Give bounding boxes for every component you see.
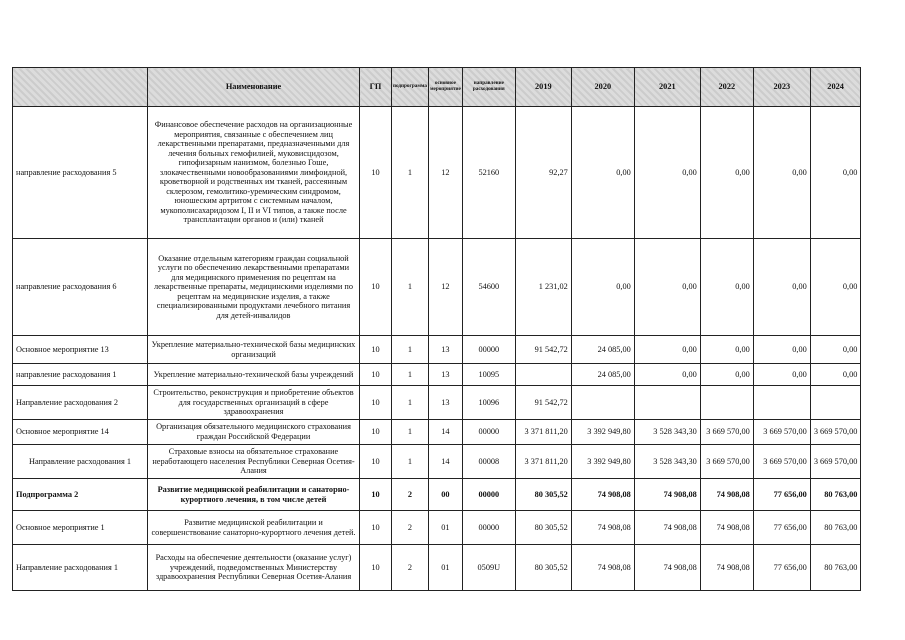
code-podprogramma: 1	[392, 364, 429, 386]
table-row	[13, 420, 861, 445]
table-row	[13, 364, 861, 386]
header-gp: ГП	[360, 68, 392, 107]
row-label: Подпрограмма 2	[13, 479, 148, 511]
code-gp: 10	[360, 107, 392, 239]
row-label: Основное мероприятие 1	[13, 511, 148, 545]
table-row	[13, 239, 861, 336]
value-cell	[515, 364, 571, 386]
code-podprogramma: 1	[392, 445, 429, 479]
row-name: Расходы на обеспечение деятельности (оказание услуг) учреждений, подведомственных Министерству здравоохранения Республики Северная Осетия-Алания	[148, 545, 360, 591]
value-cell: 3 669 570,00	[810, 445, 861, 479]
value-cell: 0,00	[700, 336, 753, 364]
value-cell	[571, 386, 634, 420]
value-cell: 80 305,52	[515, 511, 571, 545]
row-label: Направление расходования 1	[13, 545, 148, 591]
header-year: 2023	[753, 68, 810, 107]
row-name: Строительство, реконструкция и приобретение объектов для государственных организаций в сфере здравоохранения	[148, 386, 360, 420]
code-napravlenie: 10095	[462, 364, 515, 386]
value-cell: 0,00	[571, 107, 634, 239]
code-napravlenie: 00008	[462, 445, 515, 479]
code-gp: 10	[360, 364, 392, 386]
code-gp: 10	[360, 445, 392, 479]
value-cell: 0,00	[753, 239, 810, 336]
row-label: Направление расходования 1	[13, 445, 148, 479]
value-cell: 92,27	[515, 107, 571, 239]
value-cell: 74 908,08	[571, 545, 634, 591]
value-cell: 0,00	[700, 107, 753, 239]
header-year: 2020	[571, 68, 634, 107]
value-cell: 0,00	[810, 364, 861, 386]
value-cell: 77 656,00	[753, 479, 810, 511]
row-name: Укрепление материально-технической базы медицинских организаций	[148, 336, 360, 364]
value-cell: 3 392 949,80	[571, 420, 634, 445]
row-name: Страховые взносы на обязательное страхование неработающего населения Республики Северная Осетия-Алания	[148, 445, 360, 479]
header-napravlenie: направление расходования	[462, 68, 515, 107]
value-cell: 3 528 343,30	[634, 445, 700, 479]
header-podprogramma: подпрограмма	[392, 68, 429, 107]
code-gp: 10	[360, 239, 392, 336]
table-row	[13, 511, 861, 545]
code-napravlenie: 0509U	[462, 545, 515, 591]
value-cell	[700, 386, 753, 420]
value-cell: 0,00	[700, 364, 753, 386]
row-name: Организация обязательного медицинского страхования граждан Российской Федерации	[148, 420, 360, 445]
value-cell: 80 763,00	[810, 479, 861, 511]
code-napravlenie: 52160	[462, 107, 515, 239]
value-cell: 74 908,08	[571, 479, 634, 511]
code-osn-meropriyatie: 13	[428, 386, 462, 420]
value-cell: 74 908,08	[700, 479, 753, 511]
budget-table	[12, 67, 861, 591]
code-osn-meropriyatie: 13	[428, 336, 462, 364]
value-cell: 80 305,52	[515, 545, 571, 591]
code-napravlenie: 00000	[462, 479, 515, 511]
value-cell: 0,00	[700, 239, 753, 336]
header-year: 2019	[515, 68, 571, 107]
table-row	[13, 545, 861, 591]
row-label: Основное мероприятие 14	[13, 420, 148, 445]
value-cell: 0,00	[634, 239, 700, 336]
table-row	[13, 107, 861, 239]
code-podprogramma: 1	[392, 239, 429, 336]
table-row	[13, 479, 861, 511]
code-gp: 10	[360, 420, 392, 445]
value-cell: 77 656,00	[753, 511, 810, 545]
code-gp: 10	[360, 511, 392, 545]
code-podprogramma: 1	[392, 107, 429, 239]
value-cell: 91 542,72	[515, 336, 571, 364]
code-osn-meropriyatie: 12	[428, 239, 462, 336]
value-cell: 74 908,08	[634, 545, 700, 591]
code-podprogramma: 2	[392, 479, 429, 511]
code-podprogramma: 1	[392, 386, 429, 420]
value-cell: 0,00	[810, 107, 861, 239]
value-cell: 74 908,08	[634, 479, 700, 511]
code-osn-meropriyatie: 01	[428, 511, 462, 545]
code-podprogramma: 1	[392, 420, 429, 445]
value-cell: 74 908,08	[700, 545, 753, 591]
value-cell: 0,00	[634, 364, 700, 386]
value-cell: 74 908,08	[571, 511, 634, 545]
code-osn-meropriyatie: 14	[428, 420, 462, 445]
value-cell: 80 305,52	[515, 479, 571, 511]
value-cell: 24 085,00	[571, 364, 634, 386]
row-label: Основное мероприятие 13	[13, 336, 148, 364]
value-cell: 3 669 570,00	[753, 420, 810, 445]
value-cell: 24 085,00	[571, 336, 634, 364]
code-osn-meropriyatie: 12	[428, 107, 462, 239]
value-cell: 3 528 343,30	[634, 420, 700, 445]
value-cell: 3 669 570,00	[700, 445, 753, 479]
value-cell: 1 231,02	[515, 239, 571, 336]
row-label: направление расходования 6	[13, 239, 148, 336]
value-cell: 91 542,72	[515, 386, 571, 420]
value-cell: 3 669 570,00	[700, 420, 753, 445]
row-name: Оказание отдельным категориям граждан социальной услуги по обеспечению лекарственными препаратами для медицинского применения по рецептам на лекарственные препараты, медицинскими изделиями по рецептам на медицинские изделия, а также специализированными продуктами лечебного питания для детей-инвалидов	[148, 239, 360, 336]
code-gp: 10	[360, 336, 392, 364]
value-cell: 0,00	[810, 239, 861, 336]
code-podprogramma: 2	[392, 511, 429, 545]
value-cell: 0,00	[753, 336, 810, 364]
value-cell: 77 656,00	[753, 545, 810, 591]
row-label: направление расходования 1	[13, 364, 148, 386]
header-osn-meropriyatie: основное мероприятие	[428, 68, 462, 107]
value-cell: 80 763,00	[810, 545, 861, 591]
header-year: 2022	[700, 68, 753, 107]
header-name: Наименование	[148, 68, 360, 107]
code-podprogramma: 2	[392, 545, 429, 591]
value-cell: 3 669 570,00	[810, 420, 861, 445]
header-label	[13, 68, 148, 107]
header-year: 2021	[634, 68, 700, 107]
code-napravlenie: 10096	[462, 386, 515, 420]
code-podprogramma: 1	[392, 336, 429, 364]
row-name: Финансовое обеспечение расходов на организационные мероприятия, связанные с обеспечением лиц лекарственными препаратами, предназначенными для лечения больных гемофилией, муковисцидозом, гипофизарным нанизмом, болезнью Гоше, злокачественными новообразованиями лимфоидной, кроветворной и родственных им тканей, рассеянным склерозом, гемолитико-уремическим синдромом, юношеским артритом с системным началом, мукополисахаридозом I, II и VI типов, а также после трансплантации органов и (или) тканей	[148, 107, 360, 239]
value-cell: 0,00	[634, 107, 700, 239]
value-cell: 74 908,08	[700, 511, 753, 545]
value-cell: 3 669 570,00	[753, 445, 810, 479]
code-gp: 10	[360, 386, 392, 420]
value-cell	[753, 386, 810, 420]
row-label: Направление расходования 2	[13, 386, 148, 420]
code-osn-meropriyatie: 14	[428, 445, 462, 479]
value-cell: 74 908,08	[634, 511, 700, 545]
value-cell: 3 371 811,20	[515, 445, 571, 479]
table-row	[13, 386, 861, 420]
code-osn-meropriyatie: 00	[428, 479, 462, 511]
code-gp: 10	[360, 545, 392, 591]
value-cell: 3 371 811,20	[515, 420, 571, 445]
code-osn-meropriyatie: 01	[428, 545, 462, 591]
row-name: Развитие медицинской реабилитации и санаторно-курортного лечения, в том числе детей	[148, 479, 360, 511]
table-row	[13, 445, 861, 479]
code-napravlenie: 54600	[462, 239, 515, 336]
value-cell: 80 763,00	[810, 511, 861, 545]
code-gp: 10	[360, 479, 392, 511]
header-row	[13, 68, 861, 107]
header-year: 2024	[810, 68, 861, 107]
value-cell: 0,00	[753, 364, 810, 386]
value-cell: 0,00	[634, 336, 700, 364]
row-name: Развитие медицинской реабилитации и совершенствование санаторно-курортного лечения детей.	[148, 511, 360, 545]
value-cell	[634, 386, 700, 420]
value-cell: 0,00	[753, 107, 810, 239]
code-napravlenie: 00000	[462, 420, 515, 445]
value-cell: 0,00	[571, 239, 634, 336]
code-osn-meropriyatie: 13	[428, 364, 462, 386]
value-cell: 0,00	[810, 336, 861, 364]
code-napravlenie: 00000	[462, 336, 515, 364]
value-cell: 3 392 949,80	[571, 445, 634, 479]
code-napravlenie: 00000	[462, 511, 515, 545]
row-name: Укрепление материально-технической базы учреждений	[148, 364, 360, 386]
table-row	[13, 336, 861, 364]
value-cell	[810, 386, 861, 420]
row-label: направление расходования 5	[13, 107, 148, 239]
